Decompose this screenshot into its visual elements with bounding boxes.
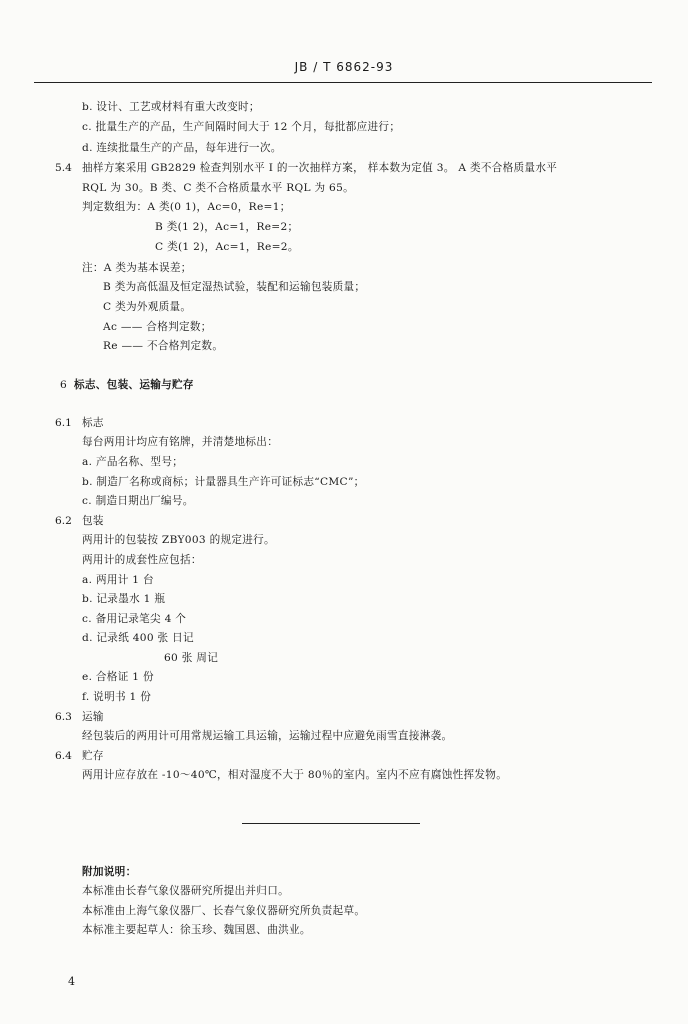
section-5-4-line-2: RQL 为 30。B 类、C 类不合格质量水平 RQL 为 65。 bbox=[82, 182, 355, 194]
criteria-class-b: B 类(1 2)，Ac=1，Re=2； bbox=[155, 221, 299, 233]
section-6-4-text: 两用计应存放在 -10～40℃，相对湿度不大于 80％的室内。室内不应有腐蚀性挥发物。 bbox=[82, 769, 508, 781]
section-6-4-number: 6.4 bbox=[55, 750, 72, 762]
note-ac: Ac —— 合格判定数； bbox=[103, 321, 212, 333]
section-6-3-title: 运输 bbox=[82, 711, 104, 723]
end-rule bbox=[242, 823, 420, 824]
section-5-4-line-1: 抽样方案采用 GB2829 检查判别水平 Ⅰ 的一次抽样方案， 样本数为定值 3。 A 类不合格质量水平 bbox=[82, 162, 558, 174]
package-item-d-line-1: d. 记录纸 400 张 日记 bbox=[82, 632, 194, 644]
package-item-a: a. 两用计 1 台 bbox=[82, 574, 154, 586]
section-6-title: 标志、包装、运输与贮存 bbox=[74, 379, 194, 391]
note-class-c: C 类为外观质量。 bbox=[103, 301, 192, 313]
package-item-c: c. 备用记录笔尖 4 个 bbox=[82, 613, 187, 625]
section-6-2-line-2: 两用计的成套性应包括： bbox=[82, 554, 202, 566]
section-6-2-number: 6.2 bbox=[55, 515, 72, 527]
inspection-item-d: d. 连续批量生产的产品，每年进行一次。 bbox=[82, 142, 282, 154]
note-re: Re —— 不合格判定数。 bbox=[103, 340, 224, 352]
marking-item-b: b. 制造厂名称或商标；计量器具生产许可证标志“CMC”； bbox=[82, 476, 365, 488]
section-6-2-line-1: 两用计的包装按 ZBY003 的规定进行。 bbox=[82, 534, 275, 546]
header-rule bbox=[34, 82, 652, 83]
note-class-b: B 类为高低温及恒定湿热试验，装配和运输包装质量； bbox=[103, 281, 366, 293]
section-5-4-number: 5.4 bbox=[55, 162, 72, 174]
appendix-line-1: 本标准由长春气象仪器研究所提出并归口。 bbox=[82, 885, 289, 897]
inspection-item-c: c. 批量生产的产品，生产间隔时间大于 12 个月，每批都应进行； bbox=[82, 121, 401, 133]
section-6-4-title: 贮存 bbox=[82, 750, 104, 762]
appendix-line-3: 本标准主要起草人：徐玉珍、魏国恩、曲洪业。 bbox=[82, 924, 311, 936]
package-item-b: b. 记录墨水 1 瓶 bbox=[82, 593, 166, 605]
criteria-class-a: 判定数组为：A 类(0 1)，Ac=0，Re=1； bbox=[82, 201, 291, 213]
package-item-d-line-2: 60 张 周记 bbox=[164, 652, 219, 664]
appendix-line-2: 本标准由上海气象仪器厂、长春气象仪器研究所负责起草。 bbox=[82, 905, 366, 917]
note-class-a: 注：A 类为基本误差； bbox=[82, 262, 192, 274]
section-6-number: 6 bbox=[60, 379, 67, 391]
appendix-title: 附加说明： bbox=[82, 866, 137, 878]
package-item-e: e. 合格证 1 份 bbox=[82, 671, 154, 683]
inspection-item-b: b. 设计、工艺或材料有重大改变时； bbox=[82, 101, 260, 113]
marking-item-a: a. 产品名称、型号； bbox=[82, 456, 184, 468]
section-6-2-title: 包装 bbox=[82, 515, 104, 527]
section-6-3-number: 6.3 bbox=[55, 711, 72, 723]
section-6-1-intro: 每台两用计均应有铭牌，并清楚地标出： bbox=[82, 436, 279, 448]
package-item-f: f. 说明书 1 份 bbox=[82, 691, 152, 703]
section-6-3-text: 经包装后的两用计可用常规运输工具运输，运输过程中应避免雨雪直接淋袭。 bbox=[82, 730, 453, 742]
section-6-1-number: 6.1 bbox=[55, 417, 72, 429]
page-number: 4 bbox=[68, 975, 75, 988]
marking-item-c: c. 制造日期出厂编号。 bbox=[82, 495, 194, 507]
criteria-class-c: C 类(1 2)，Ac=1，Re=2。 bbox=[155, 241, 299, 253]
page-header: JB / T 6862-93 bbox=[294, 60, 394, 74]
section-6-1-title: 标志 bbox=[82, 417, 104, 429]
